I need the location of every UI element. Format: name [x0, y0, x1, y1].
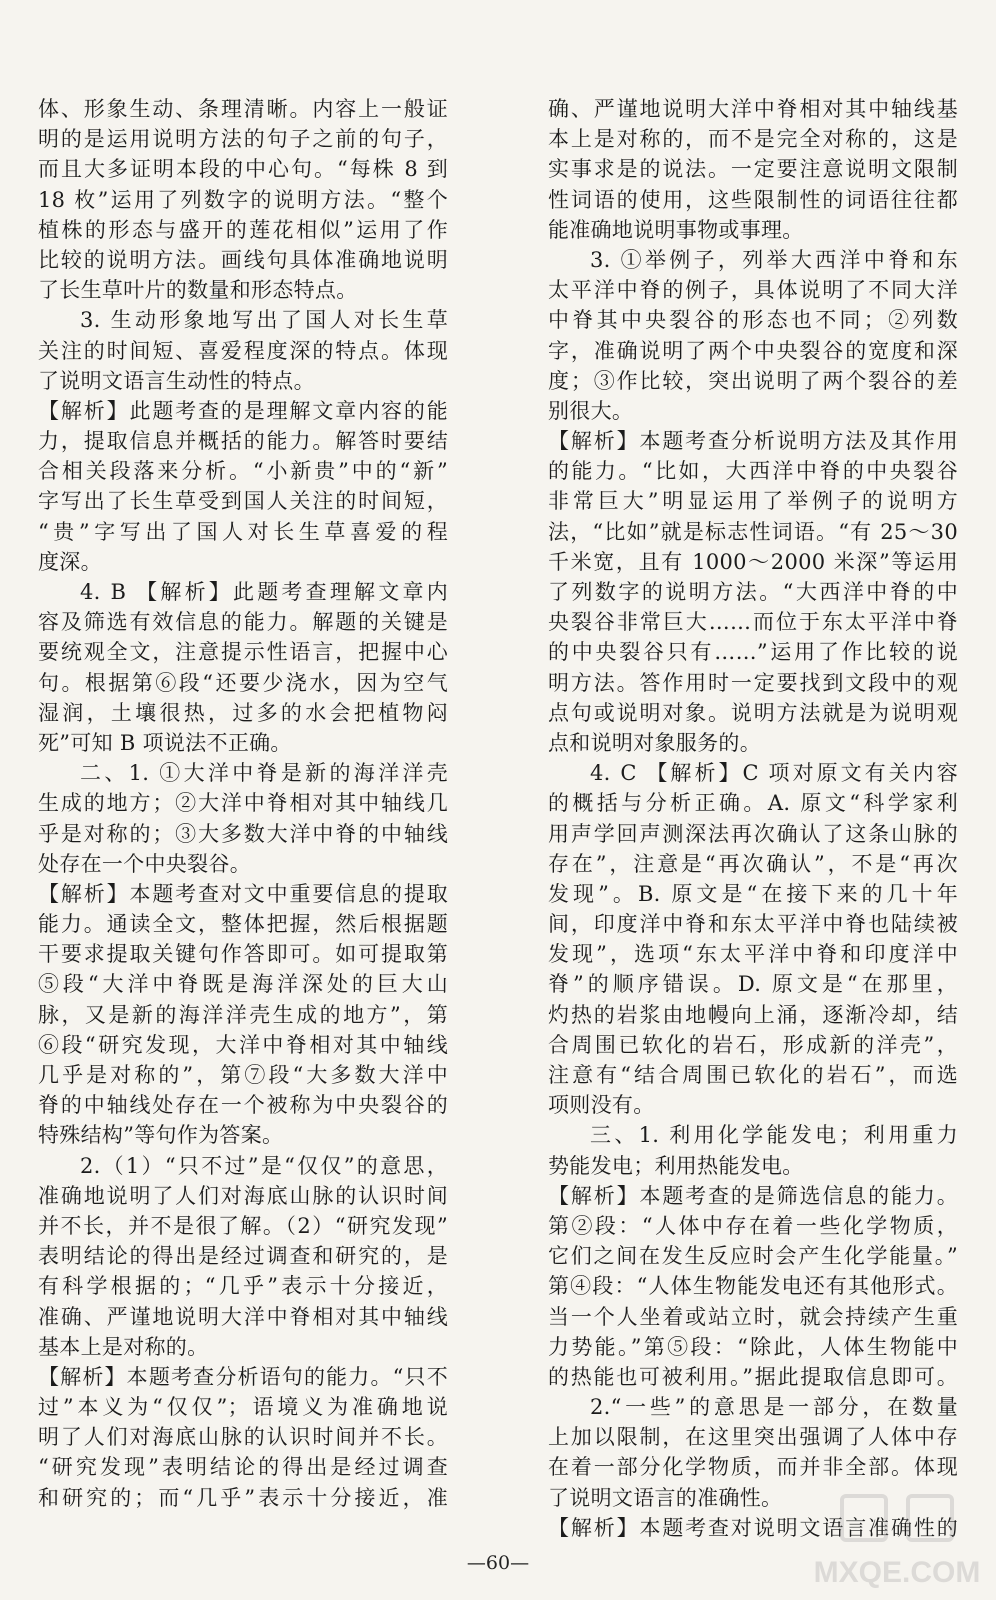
- left-column-line: 处存在一个中央裂谷。: [38, 851, 251, 876]
- left-column-line: 了说明文语言生动性的特点。: [38, 368, 315, 393]
- right-column-line: 字，准确说明了两个中央裂谷的宽度和深: [548, 338, 958, 363]
- right-column: [548, 94, 958, 1543]
- left-column-line: 明了人们对海底山脉的认识时间并不长。: [38, 1425, 448, 1450]
- left-column-line: ⑥段“研究发现，大洋中脊相对其中轴线: [38, 1032, 448, 1057]
- left-column-line: 关注的时间短、喜爱程度深的特点。体现: [38, 338, 448, 363]
- left-column-line: “贵”字写出了国人对长生草喜爱的程: [38, 519, 448, 544]
- right-column-line: 项则没有。: [548, 1093, 655, 1118]
- right-column-line: 合周围已软化的岩石，形成新的洋壳”，: [548, 1032, 958, 1057]
- right-column-line: 发现”，选项“东太平洋中脊和印度洋中: [548, 942, 958, 967]
- right-column-line: 在着一部分化学物质，而并非全部。体现: [548, 1455, 958, 1480]
- left-column-line: 死”可知 B 项说法不正确。: [38, 730, 292, 755]
- right-column-line: 的热能也可被利用。”据此提取信息即可。: [548, 1364, 958, 1389]
- left-column-line: 【解析】本题考查对文中重要信息的提取: [38, 881, 448, 906]
- left-column-line: 2.（1）“只不过”是“仅仅”的意思，: [80, 1153, 448, 1178]
- right-column-line: 注意有“结合周围已软化的岩石”，而选: [548, 1063, 958, 1087]
- right-column-line: 实事求是的说法。一定要注意说明文限制: [548, 157, 958, 182]
- right-column-line: 它们之间在发生反应时会产生化学能量。”: [548, 1244, 958, 1269]
- right-column-line: 的中央裂谷只有……”运用了作比较的说: [548, 640, 958, 665]
- left-column-line: 明的是运用说明方法的句子之前的句子，: [38, 127, 448, 152]
- left-column-line: 特殊结构”等句作为答案。: [38, 1123, 284, 1148]
- right-column-line: 中脊其中央裂谷的形态也不同；②列数: [548, 308, 958, 333]
- left-column-line: 18 枚”运用了列数字的说明方法。“整个: [38, 187, 448, 212]
- watermark-text: MXQE.COM: [813, 1556, 981, 1589]
- right-column-line: 当一个人坐着或站立时，就会持续产生重: [548, 1304, 958, 1329]
- right-column-line: 本上是对称的，而不是完全对称的，这是: [548, 127, 958, 152]
- right-column-line: 用声学回声测深法再次确认了这条山脉的: [548, 821, 958, 846]
- right-column-line: 的能力。“比如，大西洋中脊的中央裂谷: [548, 459, 958, 484]
- right-column-line: 三、1. 利用化学能发电；利用重力: [590, 1123, 958, 1148]
- right-column-line: 确、严谨地说明大洋中脊相对其中轴线基: [548, 97, 958, 121]
- right-column-line: 了说明文语言的准确性。: [548, 1485, 783, 1510]
- right-column-line: 脊”的顺序错误。D. 原文是“在那里，: [548, 972, 958, 997]
- left-column-line: 基本上是对称的。: [38, 1334, 209, 1359]
- right-column-line: 间，印度洋中脊和东太平洋中脊也陆续被: [548, 912, 958, 937]
- right-column-line: 灼热的岩浆由地幔向上涌，逐渐冷却，结: [548, 1002, 958, 1027]
- right-column-line: 了列数字的说明方法。“大西洋中脊的中: [548, 580, 958, 604]
- right-column-line: 上加以限制，在这里突出强调了人体中存: [548, 1425, 958, 1450]
- right-column-line: 性词语的使用，这些限制性的词语往往都: [548, 187, 958, 212]
- right-column-line: 发现”。B. 原文是“在接下来的几十年: [548, 881, 958, 906]
- right-column-line: 太平洋中脊的例子，具体说明了不同大洋: [548, 278, 958, 303]
- left-column-line: 比较的说明方法。画线句具体准确地说明: [38, 247, 448, 272]
- right-column-line: 别很大。: [548, 398, 634, 423]
- right-column-line: 势能发电；利用热能发电。: [548, 1153, 804, 1178]
- left-column-line: 合相关段落来分析。“小新贵”中的“新”: [38, 459, 448, 484]
- watermark-shape-1: [842, 1496, 886, 1540]
- left-column-line: 准确、严谨地说明大洋中脊相对其中轴线: [38, 1304, 448, 1329]
- right-column-line: 【解析】本题考查对说明文语言准确性的: [548, 1515, 958, 1540]
- right-column-line: 度；③作比较，突出说明了两个裂谷的差: [548, 368, 958, 393]
- left-column-line: 植株的形态与盛开的莲花相似”运用了作: [38, 217, 448, 242]
- right-column-line: 明方法。答作用时一定要找到文段中的观: [548, 670, 958, 695]
- left-column-line: 3. 生动形象地写出了国人对长生草: [80, 308, 448, 333]
- right-column-line: 【解析】本题考查的是筛选信息的能力。: [548, 1183, 958, 1208]
- left-column-line: ⑤段“大洋中脊既是海洋深处的巨大山: [38, 972, 448, 997]
- right-column-line: 点句或说明对象。说明方法就是为说明观: [548, 700, 958, 725]
- left-column-line: 4. B 【解析】此题考查理解文章内: [80, 580, 448, 604]
- right-column-line: 点和说明对象服务的。: [548, 730, 761, 755]
- right-column-line: 千米宽，且有 1000～2000 米深”等运用: [548, 549, 958, 574]
- right-column-line: 的概括与分析正确。A. 原文“科学家利: [548, 791, 958, 816]
- right-column-line: 存在”，注意是“再次确认”，不是“再次: [548, 851, 958, 876]
- left-column-line: 容及筛选有效信息的能力。解题的关键是: [38, 610, 448, 635]
- left-column-line: 力，提取信息并概括的能力。解答时要结: [38, 429, 448, 454]
- left-column-line: 几乎是对称的”，第⑦段“大多数大洋中: [38, 1063, 448, 1087]
- right-column-line: 力势能。”第⑤段：“除此，人体生物能中: [548, 1334, 958, 1359]
- left-column-line: 了长生草叶片的数量和形态特点。: [38, 278, 358, 303]
- right-column-line: 第②段：“人体中存在着一些化学物质，: [548, 1213, 958, 1238]
- left-column-line: 和研究的；而“几乎”表示十分接近，准: [38, 1485, 448, 1510]
- watermark-logo: [812, 1488, 982, 1592]
- left-column-line: 要统观全文，注意提示性语言，把握中心: [38, 640, 448, 665]
- left-column-line: 能力。通读全文，整体把握，然后根据题: [38, 912, 448, 937]
- left-column-line: 乎是对称的；③大多数大洋中脊的中轴线: [38, 821, 448, 846]
- watermark-shape-2: [908, 1496, 952, 1540]
- left-column-line: 句。根据第⑥段“还要少浇水，因为空气: [38, 670, 448, 695]
- left-column-line: 湿润，土壤很热，过多的水会把植物闷: [38, 700, 448, 725]
- left-column-line: 过”本义为“仅仅”；语境义为准确地说: [38, 1395, 448, 1420]
- left-column-line: 并不长，并不是很了解。（2）“研究发现”: [38, 1213, 448, 1238]
- left-column-line: 体、形象生动、条理清晰。内容上一般证: [38, 97, 448, 121]
- left-column-line: 而且大多证明本段的中心句。“每株 8 到: [38, 157, 448, 182]
- left-column-line: 【解析】此题考查的是理解文章内容的能: [38, 398, 448, 423]
- right-column-line: 【解析】本题考查分析说明方法及其作用: [548, 429, 958, 454]
- left-column-line: 【解析】本题考查分析语句的能力。“只不: [38, 1364, 448, 1389]
- right-column-line: 法，“比如”就是标志性词语。“有 25～30: [548, 519, 958, 544]
- left-column-line: 度深。: [38, 549, 102, 574]
- left-column-line: 字写出了长生草受到国人关注的时间短，: [38, 489, 448, 514]
- right-column-line: 3. ①举例子，列举大西洋中脊和东: [590, 247, 958, 272]
- left-column: [38, 94, 448, 1513]
- right-column-line: 4. C 【解析】C 项对原文有关内容: [590, 761, 958, 786]
- left-column-line: 生成的地方；②大洋中脊相对其中轴线几: [38, 791, 448, 816]
- left-column-line: 表明结论的得出是经过调查和研究的，是: [38, 1244, 448, 1269]
- right-column-line: 第④段：“人体生物能发电还有其他形式。: [548, 1274, 958, 1299]
- page-number: —60—: [466, 1552, 530, 1574]
- left-column-line: 有科学根据的；“几乎”表示十分接近，: [38, 1274, 448, 1299]
- left-column-line: 准确地说明了人们对海底山脉的认识时间: [38, 1183, 448, 1208]
- right-column-line: 2.“一些”的意思是一部分，在数量: [590, 1395, 958, 1420]
- left-column-line: 脉，又是新的海洋洋壳生成的地方”，第: [38, 1002, 448, 1027]
- right-column-line: 能准确地说明事物或事理。: [548, 217, 804, 242]
- right-column-line: 非常巨大”明显运用了举例子的说明方: [548, 489, 958, 514]
- left-column-line: 脊的中轴线处存在一个被称为中央裂谷的: [38, 1093, 448, 1118]
- right-column-line: 央裂谷非常巨大……而位于东太平洋中脊: [548, 610, 958, 635]
- left-column-line: 干要求提取关键句作答即可。如可提取第: [38, 942, 448, 967]
- left-column-line: 二、1. ①大洋中脊是新的海洋洋壳: [80, 761, 448, 786]
- left-column-line: “研究发现”表明结论的得出是经过调查: [38, 1455, 448, 1480]
